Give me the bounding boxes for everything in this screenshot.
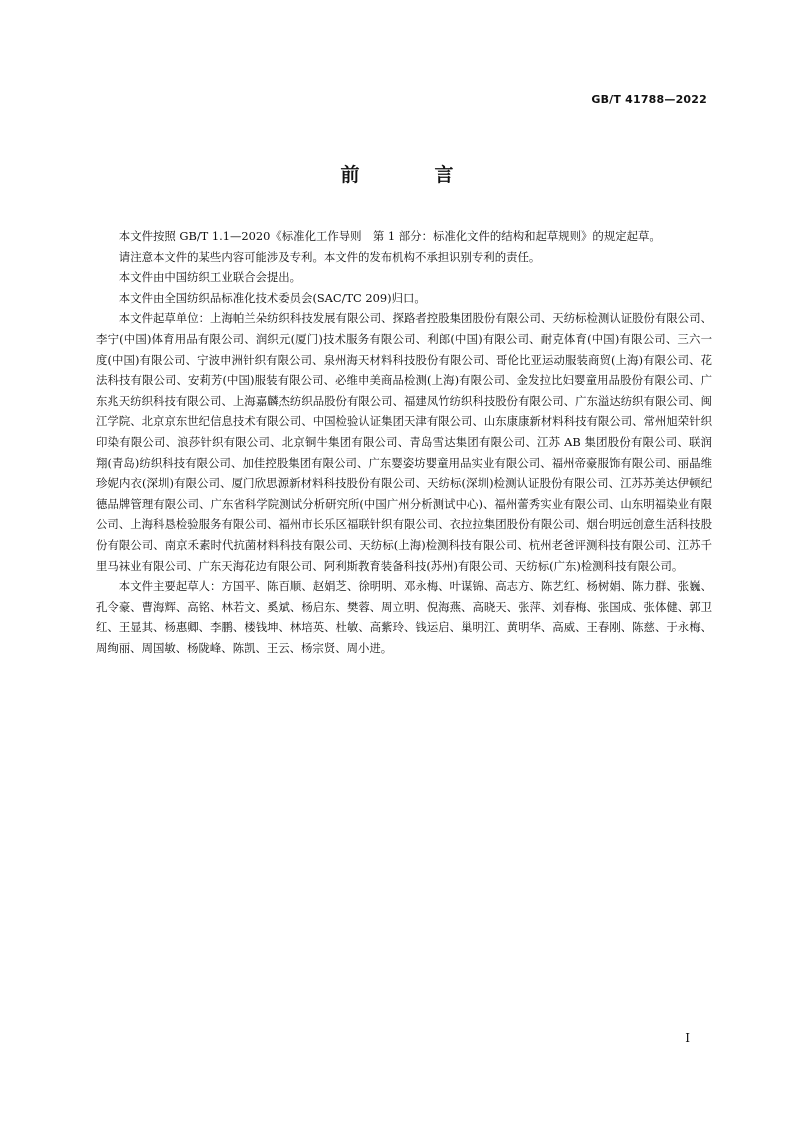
paragraph-drafting-basis: 本文件按照 GB/T 1.1—2020《标准化工作导则 第 1 部分：标准化文件的结构和起草规则》的规定起草。	[118, 229, 661, 243]
paragraph-proposed-by: 本文件由中国纺织工业联合会提出。	[118, 270, 302, 285]
paragraph-drafting-organizations: 本文件起草单位：上海帕兰朵纺织科技发展有限公司、探路者控股集团股份有限公司、天纺标检测认证股份有限公司、李宁(中国)体育用品有限公司、润织元(厦门)技术服务有限公司、利郎(中国)有限公司、耐克体育(中国)有限公司、三六一度(中国)有限公司、宁波申洲针织有限公司、泉州海天材料科技股份有限公司、哥伦比亚运动服装商贸(上海)有限公司、花法科技有限公司、安莉芳(中国)服装有限公司、必维申美商品检测(上海)有限公司、金发拉比妇婴童用品股份有限公司、广东兆天纺织科技有限公司、上海嘉麟杰纺织品股份有限公司、福建凤竹纺织科技股份有限公司、广东溢达纺织有限公司、闽江学院、北京京东世纪信息技术有限公司、中国检验认证集团天津有限公司、山东康康新材料科技有限公司、常州旭荣针织印染有限公司、浪莎针织有限公司、北京铜牛集团有限公司、青岛雪达集团有限公司、江苏 AB 集团股份有限公司、联润翔(青岛)纺织科技有限公司、加佳控股集团有限公司、广东婴姿坊婴童用品实业有限公司、福州帝豪服饰有限公司、丽晶维珍妮内衣(深圳)有限公司、厦门欣思源新材料科技股份有限公司、天纺标(深圳)检测认证股份有限公司、江苏苏美达伊顿纪德品牌管理有限公司、广东省科学院测试分析研究所(中国广州分析测试中心)、福州蕾秀实业有限公司、山东明福染业有限公司、上海科恳检验服务有限公司、福州市长乐区福联针织有限公司、衣拉拉集团股份有限公司、烟台明远创意生活科技股份有限公司、南京禾素时代抗菌材料科技有限公司、天纺标(上海)检测科技有限公司、杭州老爸评测科技有限公司、江苏千里马袜业有限公司、广东天海花边有限公司、阿利斯教育装备科技(苏州)有限公司、天纺标(广东)检测科技有限公司。	[96, 311, 712, 573]
page-title: 前 言	[340, 164, 482, 186]
paragraph-main-drafters: 本文件主要起草人：方国平、陈百顺、赵娟芝、徐明明、邓永梅、叶谋锦、高志方、陈艺红、杨树娟、陈力群、张巍、孔令豪、曹海辉、高铭、林若文、奚斌、杨启东、樊蓉、周立明、倪海燕、高晓天、张萍、刘春梅、张国成、张体健、郭卫红、王显其、杨惠卿、李鹏、楼钱坤、林培英、杜敏、高紫玲、钱运启、巢明江、黄明华、高威、王春刚、陈慈、于永梅、周绚丽、周国敏、杨陇峰、陈凯、王云、杨宗贤、周小进。	[96, 579, 712, 655]
page-number: I	[685, 1031, 690, 1045]
foreword-body	[96, 226, 712, 658]
paragraph-centralized-by: 本文件由全国纺织品标准化技术委员会(SAC/TC 209)归口。	[118, 290, 426, 305]
standard-number: GB/T 41788—2022	[591, 93, 707, 106]
paragraph-patent-notice: 请注意本文件的某些内容可能涉及专利。本文件的发布机构不承担识别专利的责任。	[118, 249, 541, 264]
